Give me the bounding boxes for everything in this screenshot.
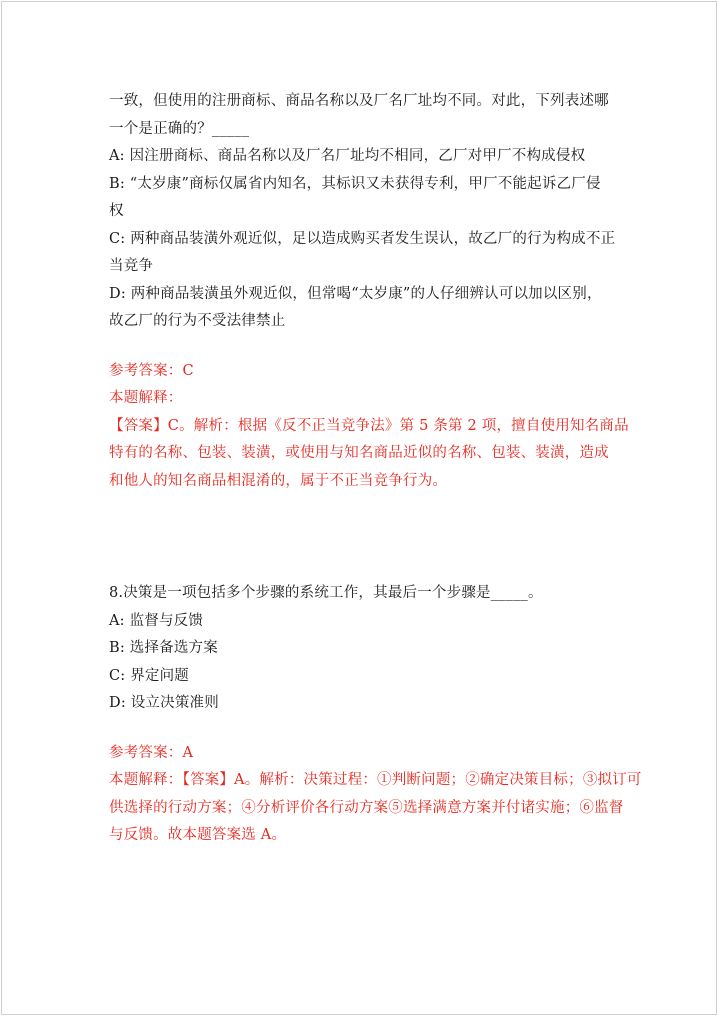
explanation-line: 和他人的知名商品相混淆的，属于不正当竞争行为。 [109, 472, 448, 489]
explanation-line: 供选择的行动方案；④分析评价各行动方案⑤选择满意方案并付诸实施；⑥监督 [109, 799, 624, 816]
question-stem-line: 一个是正确的？_____ [109, 120, 250, 137]
option-b: B: 选择备选方案 [109, 640, 218, 656]
option-d-continuation: 故乙厂的行为不受法律禁止 [109, 313, 286, 329]
reference-answer: 参考答案：C [109, 362, 194, 379]
option-a: A: 监督与反馈 [109, 612, 204, 629]
option-c: C: 两种商品装潢外观近似，足以造成购买者发生误认，故乙厂的行为构成不正 [109, 230, 616, 247]
question-stem-line: 一致，但使用的注册商标、商品名称以及厂名厂址均不同。对此，下列表述哪 [109, 93, 609, 109]
explanation-label: 本题解释： [109, 390, 183, 406]
explanation-line: 【答案】C。解析：根据《反不正当竞争法》第 5 条第 2 项，擅自使用知名商品 [109, 417, 629, 434]
option-b: B: “太岁康”商标仅属省内知名，其标识又未获得专利，甲厂不能起诉乙厂侵 [109, 175, 601, 192]
option-b-continuation: 权 [109, 203, 124, 219]
question-8 [109, 580, 642, 850]
explanation-line: 与反馈。故本题答案选 A。 [109, 827, 287, 843]
option-d: D: 设立决策准则 [109, 695, 219, 711]
explanation-line: 特有的名称、包装、装潢，或使用与知名商品近似的名称、包装、装潢，造成 [109, 445, 609, 461]
option-a: A: 因注册商标、商品名称以及厂名厂址均不相同，乙厂对甲厂不构成侵权 [109, 148, 586, 164]
option-c-continuation: 当竞争 [109, 258, 154, 274]
explanation-line: 本题解释：【答案】A。解析：决策过程：①判断问题；②确定决策目标；③拟订可 [109, 772, 642, 788]
option-c: C: 界定问题 [109, 667, 189, 684]
document-body [109, 88, 642, 850]
question-stem: 8.决策是一项包括多个步骤的系统工作，其最后一个步骤是_____。 [109, 585, 543, 601]
question-7 [109, 88, 629, 495]
option-d: D: 两种商品装潢虽外观近似，但常喝“太岁康”的人仔细辨认可以加以区别， [109, 285, 602, 302]
reference-answer: 参考答案：A [109, 744, 194, 761]
